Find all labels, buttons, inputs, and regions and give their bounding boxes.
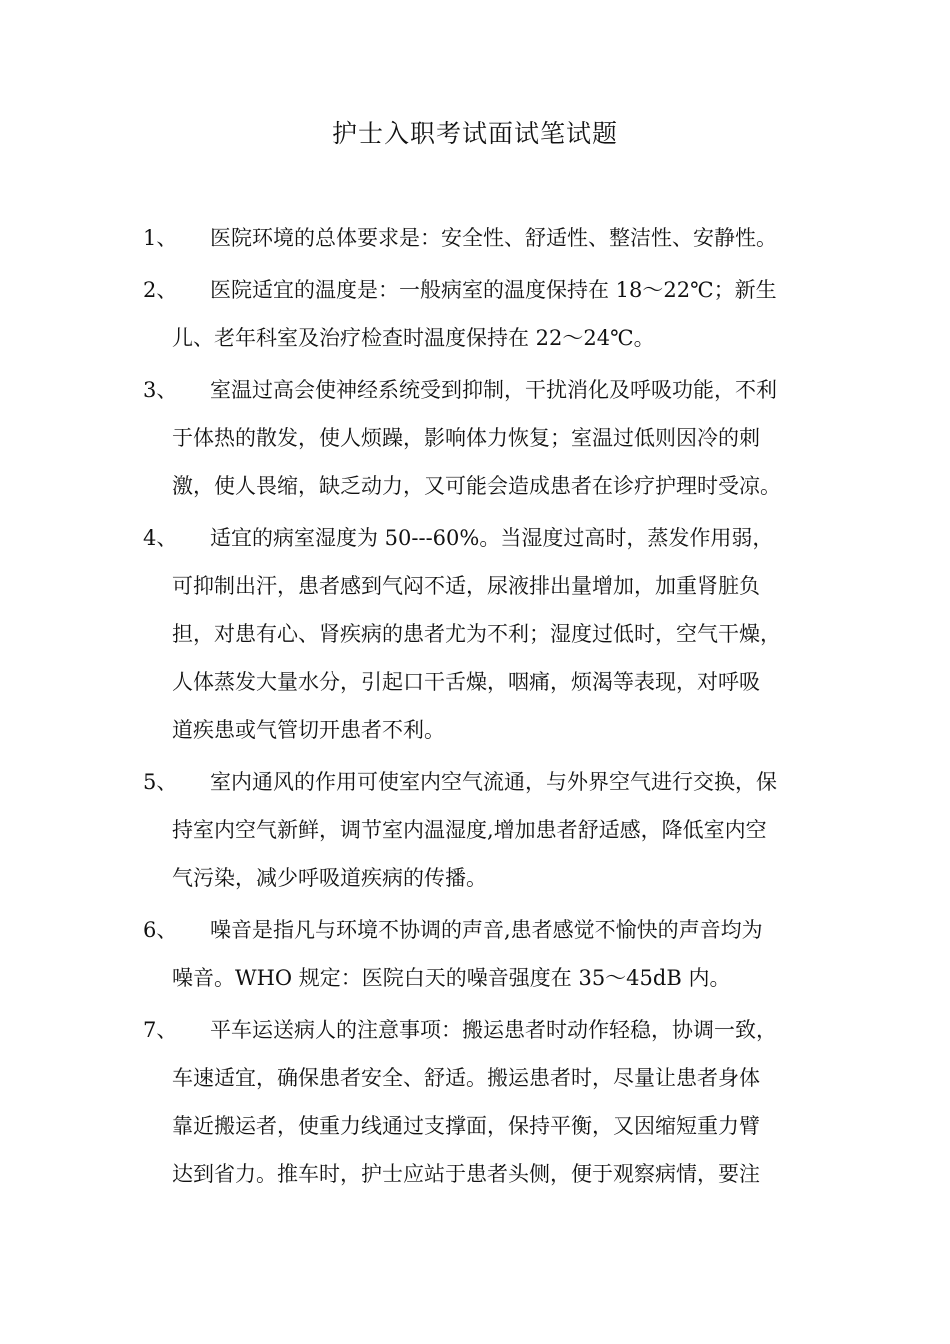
item-number: 7、 xyxy=(143,1018,178,1042)
item-number: 4、 xyxy=(143,526,178,550)
item-number: 6、 xyxy=(143,918,178,942)
item-text-line: 持室内空气新鲜，调节室内温湿度,增加患者舒适感，降低室内空 xyxy=(172,818,767,842)
item-text-line: 医院环境的总体要求是：安全性、舒适性、整洁性、安静性。 xyxy=(210,226,777,250)
item-text-line: 于体热的散发，使人烦躁，影响体力恢复；室温过低则因冷的刺 xyxy=(172,426,760,450)
item-text-line: 气污染，减少呼吸道疾病的传播。 xyxy=(172,866,487,890)
item-text-line: 人体蒸发大量水分，引起口干舌燥，咽痛，烦渴等表现，对呼吸 xyxy=(172,670,760,694)
item-text-line: 噪音是指凡与环境不协调的声音,患者感觉不愉快的声音均为 xyxy=(210,918,763,942)
item-number: 2、 xyxy=(143,278,178,302)
list-item xyxy=(0,906,950,1002)
item-text-line: 儿、老年科室及治疗检查时温度保持在 22～24℃。 xyxy=(172,326,655,350)
item-number: 1、 xyxy=(143,226,178,250)
list-item xyxy=(0,514,950,754)
item-text-line: 靠近搬运者，使重力线通过支撑面，保持平衡，又因缩短重力臂 xyxy=(172,1114,760,1138)
list-item xyxy=(0,758,950,902)
list-item xyxy=(0,214,950,262)
item-text-line: 室温过高会使神经系统受到抑制，干扰消化及呼吸功能，不利 xyxy=(210,378,777,402)
question-list xyxy=(0,214,950,1202)
item-number: 3、 xyxy=(143,378,178,402)
document-title: 护士入职考试面试笔试题 xyxy=(331,119,618,148)
item-text-line: 可抑制出汗，患者感到气闷不适，尿液排出量增加，加重肾脏负 xyxy=(172,574,760,598)
item-text-line: 适宜的病室湿度为 50---60%。当湿度过高时，蒸发作用弱， xyxy=(210,526,774,550)
item-text-line: 道疾患或气管切开患者不利。 xyxy=(172,718,445,742)
item-text-line: 担，对患有心、肾疾病的患者尤为不利；湿度过低时，空气干燥， xyxy=(172,622,781,646)
item-text-line: 车速适宜，确保患者安全、舒适。搬运患者时，尽量让患者身体 xyxy=(172,1066,760,1090)
item-text-line: 激，使人畏缩，缺乏动力，又可能会造成患者在诊疗护理时受凉。 xyxy=(172,474,781,498)
item-text-line: 达到省力。推车时，护士应站于患者头侧，便于观察病情，要注 xyxy=(172,1162,760,1186)
item-text-line: 医院适宜的温度是：一般病室的温度保持在 18～22℃；新生 xyxy=(210,278,777,302)
list-item xyxy=(0,266,950,362)
list-item xyxy=(0,1006,950,1198)
list-item xyxy=(0,366,950,510)
item-text-line: 平车运送病人的注意事项：搬运患者时动作轻稳，协调一致， xyxy=(210,1018,777,1042)
item-number: 5、 xyxy=(143,770,178,794)
item-text-line: 噪音。WHO 规定：医院白天的噪音强度在 35～45dB 内。 xyxy=(172,966,731,990)
item-text-line: 室内通风的作用可使室内空气流通，与外界空气进行交换，保 xyxy=(210,770,777,794)
